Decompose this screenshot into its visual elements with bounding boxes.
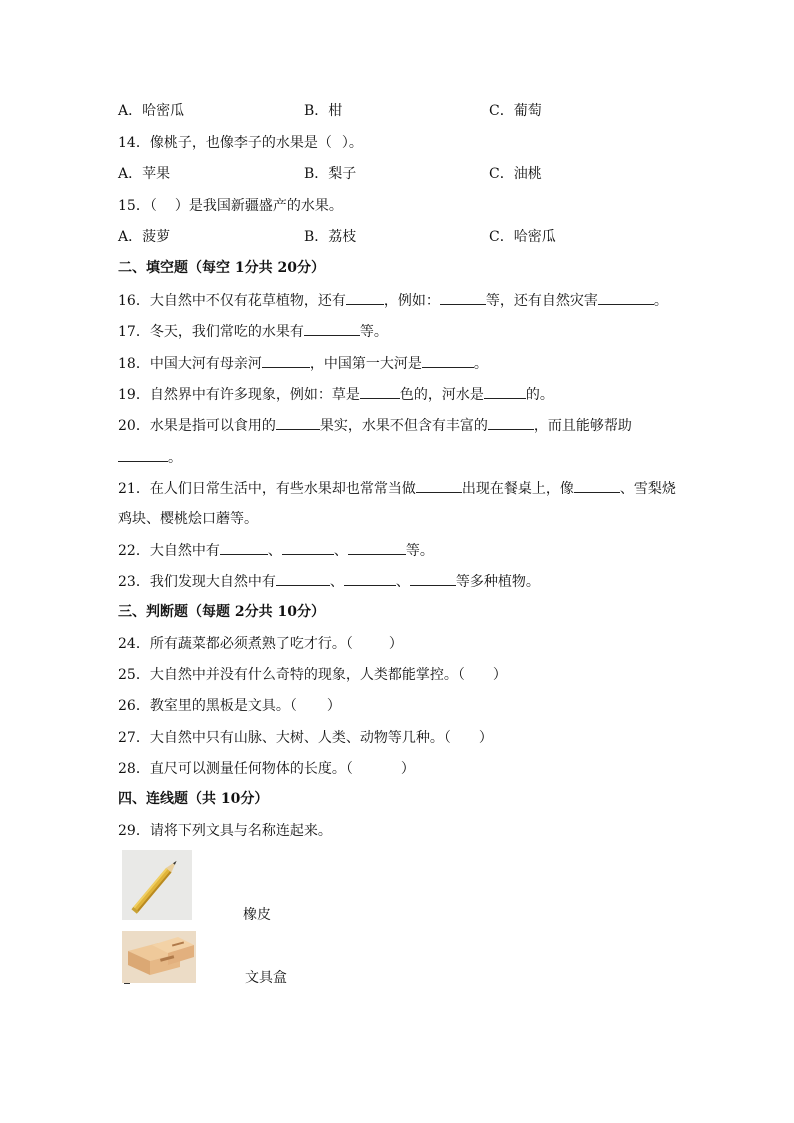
blank[interactable] <box>422 353 474 368</box>
q13-option-b: B．柑 <box>304 103 343 119</box>
q19: 19．自然界中有许多现象，例如：草是 色的，河水是 的。 <box>118 384 554 405</box>
q14-option-c: C．油桃 <box>489 166 542 182</box>
q14-option-b: B．梨子 <box>304 166 357 182</box>
q15-stem: 15．（ ）是我国新疆盛产的水果。 <box>118 198 343 214</box>
q20-cont: 。 <box>118 447 182 468</box>
blank[interactable] <box>440 290 486 305</box>
blank[interactable] <box>344 571 396 586</box>
blank[interactable] <box>118 447 168 462</box>
section-4-title: 四、连线题（共 10分） <box>118 791 269 807</box>
q14-stem: 14．像桃子，也像李子的水果是（ ）。 <box>118 135 363 151</box>
blank[interactable] <box>410 571 456 586</box>
blank[interactable] <box>346 290 384 305</box>
q27: 27．大自然中只有山脉、大树、人类、动物等几种。（ ） <box>118 730 493 746</box>
blank[interactable] <box>262 353 310 368</box>
blank[interactable] <box>282 540 334 555</box>
blank[interactable] <box>574 478 620 493</box>
blank[interactable] <box>488 415 534 430</box>
q14-option-a: A．苹果 <box>118 166 171 182</box>
label-eraser: 橡皮 <box>243 907 271 923</box>
q15-option-c: C．哈密瓜 <box>489 229 556 245</box>
pencil-image <box>122 850 192 920</box>
blank[interactable] <box>348 540 406 555</box>
blank[interactable] <box>276 415 320 430</box>
eraser-image <box>122 931 196 983</box>
q15-option-a: A．菠萝 <box>118 229 171 245</box>
q18: 18．中国大河有母亲河 ，中国第一大河是 。 <box>118 353 488 374</box>
stray-mark <box>124 983 130 984</box>
q13-option-c: C．葡萄 <box>489 103 542 119</box>
q22: 22．大自然中有 、 、 等。 <box>118 540 434 561</box>
q13-option-a: A．哈密瓜 <box>118 103 185 119</box>
q16: 16．大自然中不仅有花草植物，还有 ，例如： 等，还有自然灾害 。 <box>118 290 668 311</box>
q28: 28．直尺可以测量任何物体的长度。（ ） <box>118 761 415 777</box>
section-3-title: 三、判断题（每题 2分共 10分） <box>118 604 325 620</box>
q23: 23．我们发现大自然中有 、 、 等多种植物。 <box>118 571 540 592</box>
q21-cont: 鸡块、樱桃烩口蘑等。 <box>118 511 258 527</box>
blank[interactable] <box>304 321 360 336</box>
blank[interactable] <box>276 571 330 586</box>
q25: 25．大自然中并没有什么奇特的现象，人类都能掌控。（ ） <box>118 667 507 683</box>
blank[interactable] <box>360 384 400 399</box>
blank[interactable] <box>416 478 462 493</box>
section-2-title: 二、填空题（每空 1分共 20分） <box>118 260 325 276</box>
q29-stem: 29．请将下列文具与名称连起来。 <box>118 823 332 839</box>
q24: 24．所有蔬菜都必须煮熟了吃才行。（ ） <box>118 636 403 652</box>
blank[interactable] <box>598 290 654 305</box>
q15-option-b: B．荔枝 <box>304 229 357 245</box>
q20: 20．水果是指可以食用的 果实，水果不但含有丰富的 ，而且能够帮助 <box>118 415 632 436</box>
label-pencil-box: 文具盒 <box>245 970 287 986</box>
q21: 21．在人们日常生活中，有些水果却也常常当做 出现在餐桌上，像 、雪梨烧 <box>118 478 676 499</box>
q17: 17．冬天，我们常吃的水果有 等。 <box>118 321 388 342</box>
blank[interactable] <box>220 540 268 555</box>
blank[interactable] <box>484 384 526 399</box>
q26: 26．教室里的黑板是文具。（ ） <box>118 698 341 714</box>
